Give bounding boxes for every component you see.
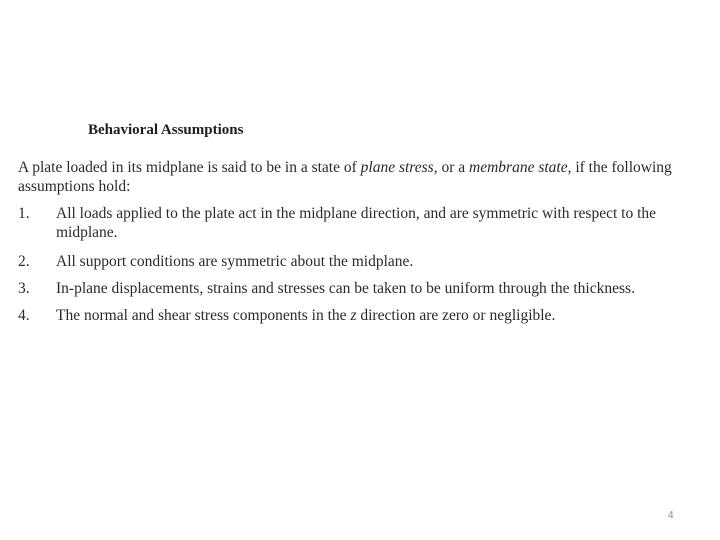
list-item-number: 2.: [18, 253, 30, 270]
list-item-text: [56, 306, 688, 325]
list-item-text: In-plane displacements, strains and stresses can be taken to be uniform through the thickness.: [56, 280, 635, 297]
assumptions-list: [18, 204, 688, 325]
list-item-text: All loads applied to the plate act in the midplane direction, and are symmetric with respect to the midplane.: [56, 205, 657, 241]
page-number: 4: [668, 510, 674, 521]
intro-emphasis-plane-stress: plane stress: [360, 159, 434, 176]
list-item-emphasis-z: z: [350, 307, 357, 324]
list-item-number: 1.: [18, 205, 30, 222]
list-item-text-part: direction are zero or negligible.: [356, 307, 556, 324]
intro-emphasis-membrane-state: membrane state: [469, 159, 568, 176]
list-item-text: All support conditions are symmetric about the midplane.: [56, 253, 414, 270]
list-item: [18, 204, 688, 242]
intro-paragraph: [18, 158, 688, 196]
list-item: [18, 252, 688, 271]
list-item-number: 3.: [18, 280, 30, 297]
list-item-number: 4.: [18, 307, 30, 324]
list-item: [18, 279, 688, 298]
list-item: [18, 306, 688, 325]
intro-text-1: A plate loaded in its midplane is said to be in a state of: [18, 159, 361, 176]
intro-text-2: , or a: [433, 159, 470, 176]
intro-text-3: , if the following assumptions hold:: [18, 159, 672, 195]
list-item-text-part: The normal and shear stress components in the: [56, 307, 351, 324]
slide-heading: Behavioral Assumptions: [88, 122, 244, 138]
